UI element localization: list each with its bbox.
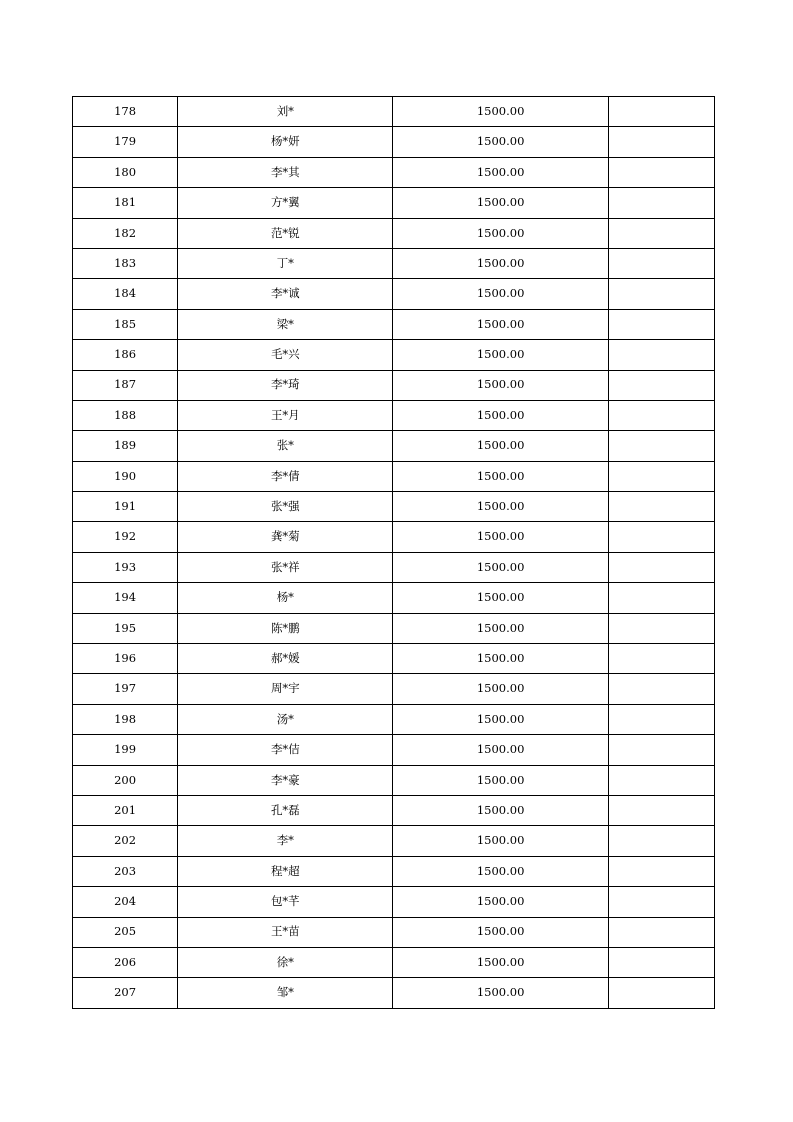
name-cell: 邹* [178, 978, 393, 1008]
roster-table-body [73, 97, 715, 1009]
name-cell: 范*锐 [178, 218, 393, 248]
table-row [73, 127, 715, 157]
table-row [73, 856, 715, 886]
table-row [73, 917, 715, 947]
serial-number-cell: 178 [73, 97, 178, 127]
table-row [73, 674, 715, 704]
name-cell: 李*其 [178, 157, 393, 187]
amount-cell: 1500.00 [393, 127, 608, 157]
name-cell: 李*琦 [178, 370, 393, 400]
table-row [73, 978, 715, 1008]
amount-cell: 1500.00 [393, 248, 608, 278]
serial-number-cell: 190 [73, 461, 178, 491]
serial-number-cell: 183 [73, 248, 178, 278]
table-row [73, 765, 715, 795]
name-cell: 毛*兴 [178, 340, 393, 370]
table-row [73, 795, 715, 825]
note-cell [608, 340, 714, 370]
amount-cell: 1500.00 [393, 522, 608, 552]
amount-cell: 1500.00 [393, 218, 608, 248]
serial-number-cell: 188 [73, 400, 178, 430]
serial-number-cell: 207 [73, 978, 178, 1008]
amount-cell: 1500.00 [393, 370, 608, 400]
note-cell [608, 552, 714, 582]
serial-number-cell: 200 [73, 765, 178, 795]
note-cell [608, 978, 714, 1008]
note-cell [608, 492, 714, 522]
note-cell [608, 704, 714, 734]
note-cell [608, 613, 714, 643]
serial-number-cell: 182 [73, 218, 178, 248]
table-row [73, 248, 715, 278]
serial-number-cell: 199 [73, 735, 178, 765]
amount-cell: 1500.00 [393, 400, 608, 430]
note-cell [608, 765, 714, 795]
amount-cell: 1500.00 [393, 188, 608, 218]
note-cell [608, 583, 714, 613]
serial-number-cell: 185 [73, 309, 178, 339]
name-cell: 李* [178, 826, 393, 856]
note-cell [608, 947, 714, 977]
serial-number-cell: 186 [73, 340, 178, 370]
amount-cell: 1500.00 [393, 978, 608, 1008]
name-cell: 王*苗 [178, 917, 393, 947]
serial-number-cell: 193 [73, 552, 178, 582]
amount-cell: 1500.00 [393, 279, 608, 309]
note-cell [608, 887, 714, 917]
amount-cell: 1500.00 [393, 492, 608, 522]
amount-cell: 1500.00 [393, 856, 608, 886]
name-cell: 张*祥 [178, 552, 393, 582]
table-row [73, 309, 715, 339]
table-row [73, 400, 715, 430]
name-cell: 王*月 [178, 400, 393, 430]
serial-number-cell: 181 [73, 188, 178, 218]
note-cell [608, 856, 714, 886]
amount-cell: 1500.00 [393, 613, 608, 643]
serial-number-cell: 203 [73, 856, 178, 886]
table-row [73, 552, 715, 582]
serial-number-cell: 192 [73, 522, 178, 552]
serial-number-cell: 206 [73, 947, 178, 977]
serial-number-cell: 194 [73, 583, 178, 613]
serial-number-cell: 179 [73, 127, 178, 157]
serial-number-cell: 180 [73, 157, 178, 187]
serial-number-cell: 187 [73, 370, 178, 400]
serial-number-cell: 189 [73, 431, 178, 461]
amount-cell: 1500.00 [393, 917, 608, 947]
name-cell: 陈*鹏 [178, 613, 393, 643]
name-cell: 张*强 [178, 492, 393, 522]
name-cell: 郝*媛 [178, 644, 393, 674]
serial-number-cell: 184 [73, 279, 178, 309]
amount-cell: 1500.00 [393, 583, 608, 613]
note-cell [608, 795, 714, 825]
name-cell: 刘* [178, 97, 393, 127]
amount-cell: 1500.00 [393, 461, 608, 491]
serial-number-cell: 201 [73, 795, 178, 825]
name-cell: 丁* [178, 248, 393, 278]
note-cell [608, 370, 714, 400]
serial-number-cell: 195 [73, 613, 178, 643]
table-row [73, 431, 715, 461]
note-cell [608, 826, 714, 856]
amount-cell: 1500.00 [393, 340, 608, 370]
name-cell: 梁* [178, 309, 393, 339]
table-row [73, 613, 715, 643]
note-cell [608, 279, 714, 309]
table-row [73, 370, 715, 400]
note-cell [608, 309, 714, 339]
amount-cell: 1500.00 [393, 157, 608, 187]
name-cell: 李*倩 [178, 461, 393, 491]
note-cell [608, 522, 714, 552]
name-cell: 孔*磊 [178, 795, 393, 825]
note-cell [608, 400, 714, 430]
table-row [73, 735, 715, 765]
name-cell: 李*豪 [178, 765, 393, 795]
table-row [73, 340, 715, 370]
name-cell: 方*翼 [178, 188, 393, 218]
amount-cell: 1500.00 [393, 309, 608, 339]
note-cell [608, 461, 714, 491]
table-row [73, 887, 715, 917]
table-row [73, 583, 715, 613]
serial-number-cell: 191 [73, 492, 178, 522]
note-cell [608, 97, 714, 127]
serial-number-cell: 196 [73, 644, 178, 674]
name-cell: 杨*妍 [178, 127, 393, 157]
amount-cell: 1500.00 [393, 795, 608, 825]
note-cell [608, 218, 714, 248]
table-row [73, 947, 715, 977]
amount-cell: 1500.00 [393, 431, 608, 461]
table-row [73, 279, 715, 309]
serial-number-cell: 204 [73, 887, 178, 917]
note-cell [608, 188, 714, 218]
name-cell: 包*芊 [178, 887, 393, 917]
table-row [73, 644, 715, 674]
note-cell [608, 248, 714, 278]
note-cell [608, 431, 714, 461]
amount-cell: 1500.00 [393, 552, 608, 582]
table-row [73, 461, 715, 491]
amount-cell: 1500.00 [393, 97, 608, 127]
roster-table [72, 96, 715, 1009]
amount-cell: 1500.00 [393, 826, 608, 856]
note-cell [608, 157, 714, 187]
serial-number-cell: 197 [73, 674, 178, 704]
note-cell [608, 917, 714, 947]
name-cell: 李*诚 [178, 279, 393, 309]
name-cell: 李*佶 [178, 735, 393, 765]
name-cell: 徐* [178, 947, 393, 977]
amount-cell: 1500.00 [393, 674, 608, 704]
name-cell: 程*超 [178, 856, 393, 886]
note-cell [608, 644, 714, 674]
name-cell: 杨* [178, 583, 393, 613]
amount-cell: 1500.00 [393, 704, 608, 734]
serial-number-cell: 202 [73, 826, 178, 856]
table-row [73, 218, 715, 248]
name-cell: 龚*菊 [178, 522, 393, 552]
table-row [73, 522, 715, 552]
note-cell [608, 674, 714, 704]
table-row [73, 97, 715, 127]
amount-cell: 1500.00 [393, 644, 608, 674]
serial-number-cell: 205 [73, 917, 178, 947]
table-row [73, 826, 715, 856]
note-cell [608, 735, 714, 765]
name-cell: 张* [178, 431, 393, 461]
amount-cell: 1500.00 [393, 887, 608, 917]
serial-number-cell: 198 [73, 704, 178, 734]
amount-cell: 1500.00 [393, 765, 608, 795]
amount-cell: 1500.00 [393, 735, 608, 765]
table-row [73, 188, 715, 218]
name-cell: 汤* [178, 704, 393, 734]
amount-cell: 1500.00 [393, 947, 608, 977]
table-row [73, 157, 715, 187]
table-row [73, 704, 715, 734]
note-cell [608, 127, 714, 157]
name-cell: 周*宇 [178, 674, 393, 704]
table-row [73, 492, 715, 522]
